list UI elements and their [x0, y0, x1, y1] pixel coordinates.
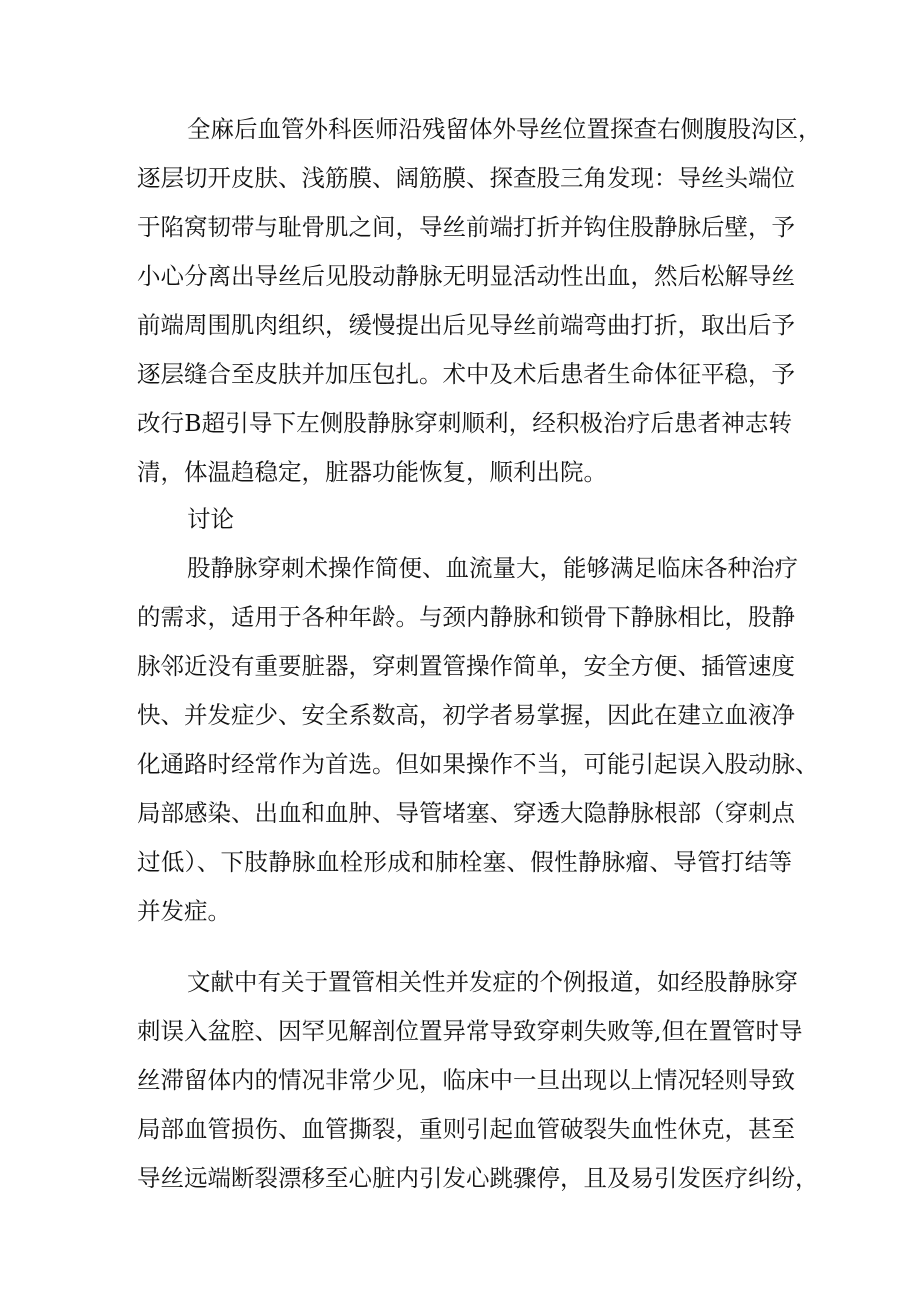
paragraph-2-line-7: 过低）、下肢静脉血栓形成和肺栓塞、假性静脉瘤、导管打结等 — [137, 848, 792, 876]
paragraph-3-line-5: 导丝远端断裂漂移至心脏内引发心跳骤停，且及易引发医疗纠纷， — [137, 1164, 819, 1192]
paragraph-1-line-7: 改行B超引导下左侧股静脉穿刺顺利，经积极治疗后患者神志转 — [137, 409, 792, 437]
paragraph-1-line-1: 全麻后血管外科医师沿残留体外导丝位置探查右侧腹股沟区， — [187, 115, 822, 143]
paragraph-1-line-6: 逐层缝合至皮肤并加压包扎。术中及术后患者生命体征平稳，予 — [137, 360, 795, 388]
paragraph-3-line-3: 丝滞留体内的情况非常少见，临床中一旦出现以上情况轻则导致 — [137, 1066, 795, 1094]
paragraph-2-line-2: 的需求，适用于各种年龄。与颈内静脉和锁骨下静脉相比，股静 — [137, 603, 795, 631]
paragraph-3-line-4: 局部血管损伤、血管撕裂，重则引起血管破裂失血性休克，甚至 — [137, 1115, 795, 1143]
paragraph-3-line-1: 文献中有关于置管相关性并发症的个例报道，如经股静脉穿 — [187, 968, 798, 996]
section-heading: 讨论 — [187, 505, 234, 533]
paragraph-1-line-8: 清，体温趋稳定，脏器功能恢复，顺利出院。 — [137, 458, 607, 486]
paragraph-1-line-5: 前端周围肌肉组织，缓慢提出后见导丝前端弯曲打折，取出后予 — [137, 311, 795, 339]
paragraph-2-line-4: 快、并发症少、安全系数高，初学者易掌握，因此在建立血液净 — [137, 701, 795, 729]
paragraph-2-line-5: 化通路时经常作为首选。但如果操作不当，可能引起误入股动脉、 — [137, 750, 819, 778]
paragraph-2-line-1: 股静脉穿刺术操作简便、血流量大，能够满足临床各种治疗 — [187, 554, 798, 582]
paragraph-2-line-3: 脉邻近没有重要脏器，穿刺置管操作简单，安全方便、插管速度 — [137, 652, 795, 680]
paragraph-2-line-8: 并发症。 — [137, 897, 231, 925]
paragraph-1-line-3: 于陷窝韧带与耻骨肌之间，导丝前端打折并钩住股静脉后壁，予 — [137, 213, 795, 241]
paragraph-1-line-2: 逐层切开皮肤、浅筋膜、阔筋膜、探查股三角发现：导丝头端位 — [137, 164, 795, 192]
paragraph-1-line-4: 小心分离出导丝后见股动静脉无明显活动性出血，然后松解导丝 — [137, 262, 795, 290]
paragraph-3-line-2: 刺误入盆腔、因罕见解剖位置异常导致穿刺失败等,但在置管时导 — [137, 1017, 803, 1045]
paragraph-2-line-6: 局部感染、出血和血肿、导管堵塞、穿透大隐静脉根部（穿刺点 — [137, 799, 795, 827]
